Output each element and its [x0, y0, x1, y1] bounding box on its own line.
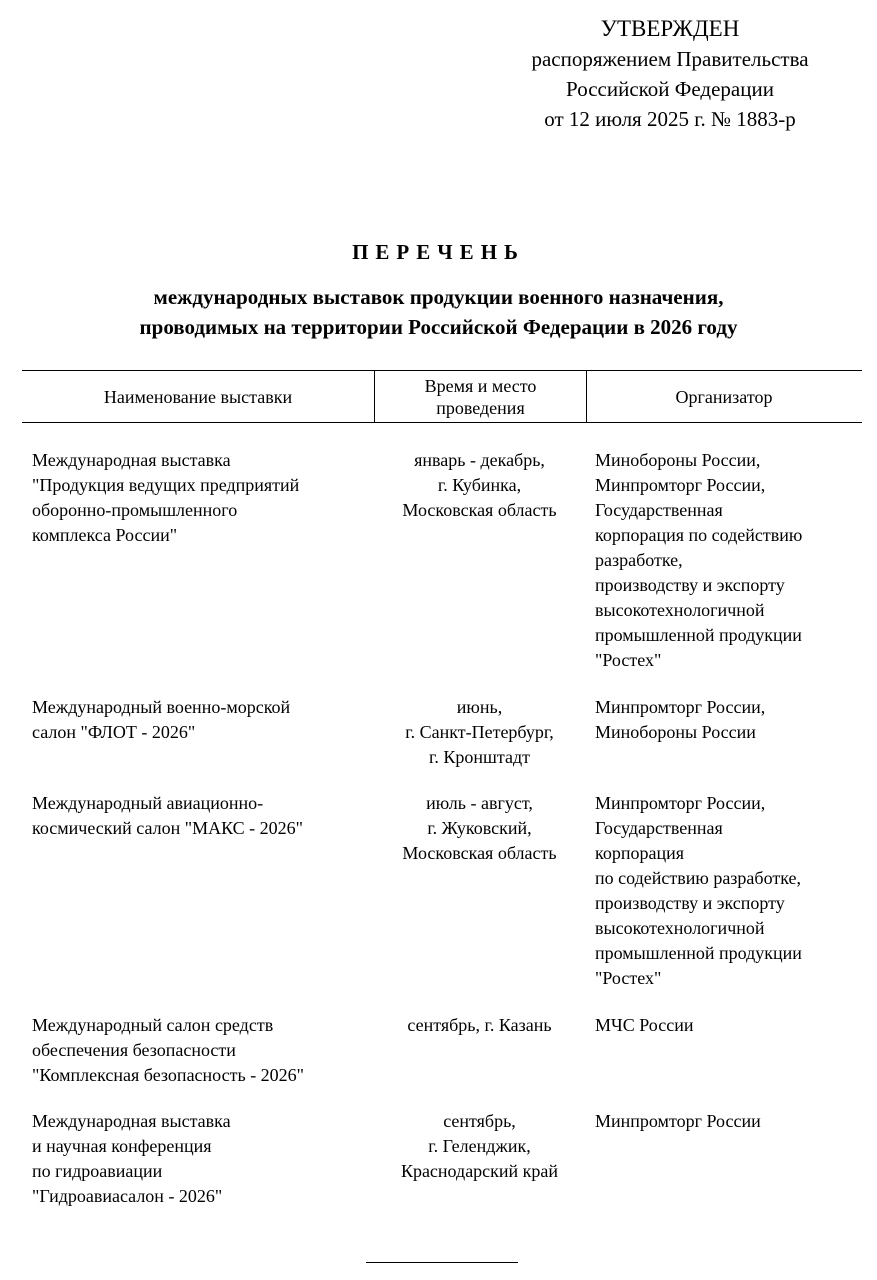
time-place: сентябрь, г. Геленджик, Краснодарский край	[400, 1111, 559, 1181]
document-title: ПЕРЕЧЕНЬ	[352, 240, 525, 264]
time-place: июнь, г. Санкт-Петербург, г. Кронштадт	[405, 697, 554, 767]
organizer: МЧС России	[595, 1015, 694, 1035]
organizer: Минобороны России, Минпромторг России, Государственная корпорация по содействию разработке, производству и экспорту высокотехнологичной промышленной продукции "Ростех"	[595, 450, 803, 670]
approval-date-number: от 12 июля 2025 г. № 1883-р	[544, 107, 796, 131]
organizer: Минпромторг России, Минобороны России	[595, 697, 766, 742]
exhibition-name: Международная выставка "Продукция ведущих предприятий оборонно-промышленного комплекса России"	[32, 450, 300, 545]
subtitle-line: международных выставок продукции военного назначения,	[153, 285, 724, 309]
subtitle-line: проводимых на территории Российской Федерации в 2026 году	[139, 315, 738, 339]
document-subtitle	[0, 282, 877, 342]
exhibition-name: Международный военно-морской салон "ФЛОТ - 2026"	[32, 697, 291, 742]
approval-line: Российской Федерации	[566, 77, 774, 101]
header-exhibition-name: Наименование выставки	[103, 386, 293, 407]
approval-stamp	[470, 14, 870, 134]
exhibition-name: Международная выставка и научная конференция по гидроавиации "Гидроавиасалон - 2026"	[32, 1111, 231, 1206]
approval-heading: УТВЕРЖДЕН	[600, 16, 740, 41]
header-time-place: Время и место проведения	[374, 371, 587, 422]
table-header	[22, 370, 862, 423]
time-place: январь - декабрь, г. Кубинка, Московская область	[402, 450, 557, 520]
exhibition-name: Международный авиационно- космический салон "МАКС - 2026"	[32, 793, 304, 838]
time-place: июль - август, г. Жуковский, Московская область	[402, 793, 557, 863]
exhibition-name: Международный салон средств обеспечения безопасности "Комплексная безопасность - 2026"	[32, 1015, 305, 1085]
organizer: Минпромторг России, Государственная корпорация по содействию разработке, производству и экспорту высокотехнологичной промышленной продукции "Ростех"	[595, 793, 802, 988]
header-organizer: Организатор	[675, 386, 773, 407]
time-place: сентябрь, г. Казань	[407, 1015, 552, 1035]
end-divider	[366, 1262, 518, 1263]
approval-line: распоряжением Правительства	[531, 47, 809, 71]
organizer: Минпромторг России	[595, 1111, 761, 1131]
